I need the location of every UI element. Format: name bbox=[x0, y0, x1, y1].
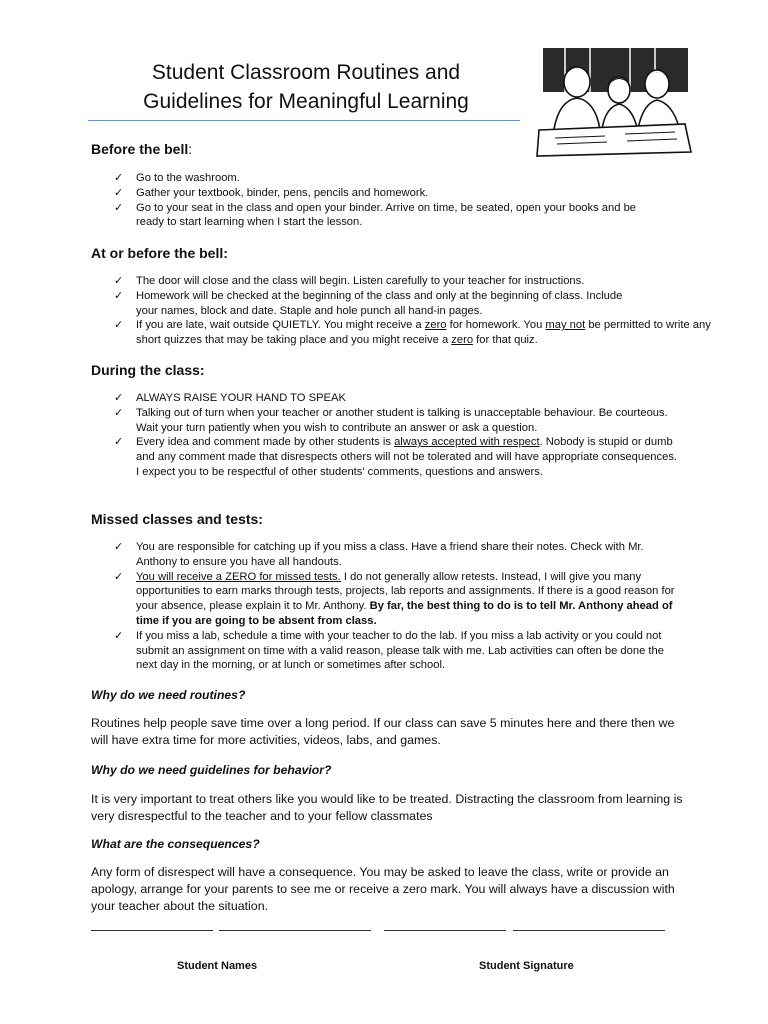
checkmark-icon: ✓ bbox=[114, 186, 124, 199]
checkmark-icon: ✓ bbox=[114, 275, 124, 287]
answer-guidelines: It is very important to treat others like you would like to be treated. Distracting the classroom from learning is very disrespectful to the teacher and to your fellow classmates bbox=[91, 792, 683, 823]
heading-at-bell: At or before the bell: bbox=[91, 245, 228, 261]
heading-during-class: During the class: bbox=[91, 362, 205, 378]
list-item bbox=[114, 201, 659, 231]
question-guidelines: Why do we need guidelines for behavior? bbox=[91, 763, 332, 777]
list-item bbox=[114, 186, 659, 201]
list-item-text: Go to your seat in the class and open your binder. Arrive on time, be seated, open your books and be ready to start learning when I start the lesson. bbox=[136, 201, 637, 229]
answer-consequences: Any form of disrespect will have a consequence. You may be asked to leave the class, write or provide an apology, arrange for your parents to see me or receive a zero mark. You will always have a discussion with your teacher about the situation. bbox=[91, 865, 675, 913]
students-at-desk-illustration bbox=[535, 46, 692, 158]
checkmark-icon: ✓ bbox=[114, 289, 124, 302]
list-item-text: ALWAYS RAISE YOUR HAND TO SPEAK bbox=[136, 392, 346, 404]
question-consequences: What are the consequences? bbox=[91, 837, 260, 851]
title-line-1: Student Classroom Routines and bbox=[151, 61, 461, 84]
student-signature-line-1[interactable] bbox=[384, 930, 506, 931]
list-item-text: be permitted to write any short quizzes that may be taking place and you might receive a bbox=[136, 319, 711, 347]
list-item bbox=[114, 435, 679, 479]
student-names-label: Student Names bbox=[177, 960, 258, 972]
underlined-text: You will receive a ZERO for missed tests. bbox=[136, 570, 341, 583]
list-item-text: Homework will be checked at the beginning of the class and only at the beginning of class. Include your names, block and date. Staple and hole punch all hand-in pages. bbox=[136, 289, 623, 317]
checkmark-icon: ✓ bbox=[114, 392, 124, 404]
list-item-text: If you miss a lab, schedule a time with your teacher to do the lab. If you miss a lab activity or you could not submit an assignment on time with a valid reason, please talk with me. Lab activities can often be done the next day in the morning, or at lunch or sometimes after school. bbox=[136, 629, 664, 672]
list-item bbox=[114, 171, 659, 186]
document-title bbox=[96, 58, 516, 116]
list-item-text: You are responsible for catching up if you miss a class. Have a friend share their notes. Check with Mr. Anthony to ensure you have all handouts. bbox=[136, 541, 644, 568]
list-item-text: for that quiz. bbox=[473, 334, 538, 347]
checkmark-icon: ✓ bbox=[114, 201, 124, 214]
underlined-text: zero bbox=[451, 334, 474, 347]
list-item-text: for homework. You bbox=[446, 319, 546, 332]
heading-colon: : bbox=[188, 141, 193, 157]
underlined-text: always accepted with respect bbox=[394, 436, 540, 449]
checkmark-icon: ✓ bbox=[114, 541, 124, 553]
checkmark-icon: ✓ bbox=[114, 436, 124, 449]
title-underline bbox=[88, 120, 520, 121]
list-item-text: Go to the washroom. bbox=[136, 172, 240, 184]
list-item-text: Gather your textbook, binder, pens, pencils and homework. bbox=[136, 186, 429, 199]
missed-classes-list bbox=[114, 540, 684, 673]
list-item bbox=[114, 318, 714, 348]
answer-routines: Routines help people save time over a long period. If our class can save 5 minutes here and there then we will have extra time for more activities, videos, labs, and games. bbox=[91, 716, 675, 747]
at-bell-list bbox=[114, 274, 714, 348]
list-item-text: . Nobody is stupid or dumb and any comment made that disrespects others will not be tolerated and will have appropriate consequences. I expect you to be respectful of other students' comments, questions and answers. bbox=[136, 436, 678, 478]
question-routines: Why do we need routines? bbox=[91, 688, 246, 702]
list-item-text: If you are late, wait outside QUIETLY. You might receive a bbox=[136, 319, 425, 332]
student-signature-label: Student Signature bbox=[479, 960, 574, 972]
list-item bbox=[114, 570, 684, 629]
list-item bbox=[114, 406, 679, 436]
list-item bbox=[114, 274, 714, 289]
checkmark-icon: ✓ bbox=[114, 629, 124, 642]
list-item bbox=[114, 540, 684, 570]
student-name-line-1[interactable] bbox=[91, 930, 213, 931]
before-bell-list bbox=[114, 171, 659, 230]
heading-missed-classes: Missed classes and tests: bbox=[91, 511, 263, 527]
underlined-text: zero bbox=[424, 319, 447, 332]
bold-text: By far, the best thing to do is to tell Mr. Anthony ahead of time if you are going to be absent from class. bbox=[136, 600, 673, 627]
student-name-line-2[interactable] bbox=[219, 930, 371, 931]
during-class-list bbox=[114, 391, 679, 480]
list-item-text: Every idea and comment made by other students is bbox=[136, 436, 395, 449]
checkmark-icon: ✓ bbox=[114, 172, 124, 184]
list-item-text: The door will close and the class will begin. Listen carefully to your teacher for instructions. bbox=[136, 275, 585, 287]
list-item-text: Talking out of turn when your teacher or another student is talking is unacceptable behaviour. Be courteous. Wait your turn patiently when you wish to contribute an answer or ask a question. bbox=[136, 406, 668, 434]
title-line-2: Guidelines for Meaningful Learning bbox=[143, 90, 469, 113]
list-item bbox=[114, 289, 646, 319]
heading-before-bell-text: Before the bell bbox=[91, 141, 189, 157]
checkmark-icon: ✓ bbox=[114, 570, 124, 583]
list-item-text: I do not generally allow retests. Instead, I will give you many opportunities to earn marks through tests, projects, lab reports and assignments. If there is a good reason for your absence, please explain it to Mr. Anthony. bbox=[136, 570, 675, 613]
checkmark-icon: ✓ bbox=[114, 319, 124, 332]
student-signature-line-2[interactable] bbox=[513, 930, 665, 931]
list-item bbox=[114, 629, 684, 673]
underlined-text: may not bbox=[545, 319, 586, 332]
heading-before-bell bbox=[91, 141, 192, 157]
list-item bbox=[114, 391, 679, 406]
checkmark-icon: ✓ bbox=[114, 406, 124, 419]
